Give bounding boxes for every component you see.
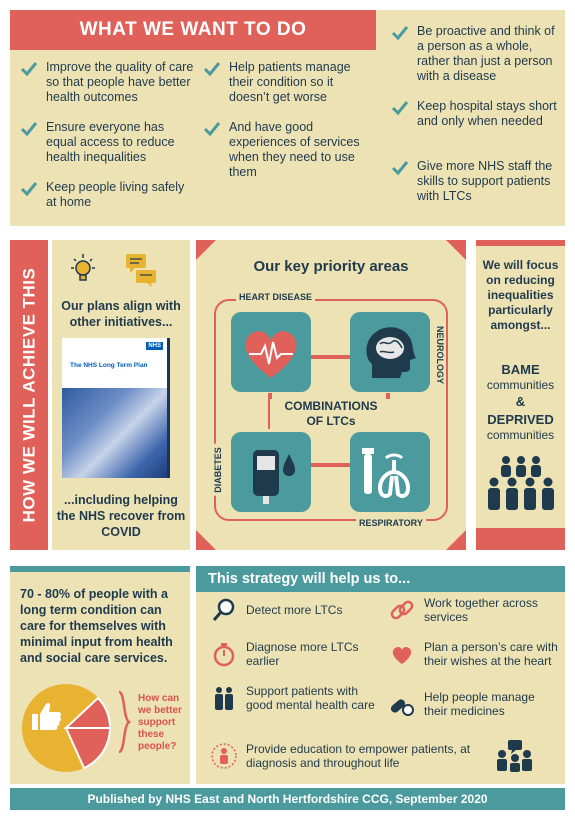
inequalities-intro: We will focus on reducing inequalities particularly amongst... — [482, 258, 559, 332]
priority-title: Our key priority areas — [253, 258, 409, 275]
publisher-footer: Published by NHS East and North Hertfordshire CCG, September 2020 — [10, 788, 565, 810]
self-care-stat-text: 70 - 80% of people with a long term condition can care for themselves with minimal input from health and social care services. — [20, 587, 173, 665]
thumbs-up-icon — [30, 700, 64, 734]
goal-text: And have good experiences of services when they need to use them — [229, 120, 360, 179]
long-term-plan-document — [62, 338, 170, 478]
heart-icon — [231, 312, 311, 392]
chain-link-icon — [388, 596, 416, 624]
inequalities-top-bar — [476, 240, 565, 246]
goal-text: Improve the quality of care so that people have better health outcomes — [46, 60, 194, 104]
helping-text: ...including helping the NHS recover from COVID — [56, 493, 186, 539]
goal-text: Be proactive and think of a person as a whole, rather than just a person with a disease — [417, 24, 555, 83]
goal-text: Keep people living safely at home — [46, 180, 185, 209]
lightbulb-icon — [68, 252, 98, 288]
document-title: The NHS Long Term Plan — [70, 362, 148, 369]
goal-text: Give more NHS staff the skills to support patients with LTCs — [417, 159, 553, 203]
chat-bubbles-icon — [124, 252, 158, 288]
inequalities-bottom-bar — [476, 528, 565, 550]
bame-label: BAME — [501, 362, 540, 377]
strategy-item: Provide education to empower patients, at diagnosis and throughout life — [210, 742, 490, 770]
communities-label: communities — [486, 378, 555, 392]
people-pair-icon — [210, 684, 238, 712]
check-icon — [203, 120, 221, 138]
check-icon — [20, 120, 38, 138]
group-people-icon — [486, 454, 556, 514]
magnifier-icon — [210, 596, 238, 624]
goal-text: Help patients manage their condition so it doesn’t get worse — [229, 60, 351, 104]
diabetes-label: DIABETES — [208, 440, 228, 500]
empowered-person-icon — [210, 742, 238, 770]
check-icon — [391, 159, 409, 177]
brain-head-icon — [350, 312, 430, 392]
curly-brace-icon — [115, 690, 131, 754]
check-icon — [391, 99, 409, 117]
education-group-icon — [494, 740, 534, 772]
document-cover-photo — [62, 388, 167, 478]
support-question: How can we better support these people? — [138, 693, 182, 752]
combinations-label: COMBINATIONS OF LTCs — [270, 399, 392, 429]
strategy-heading: This strategy will help us to... — [196, 566, 565, 592]
strategy-item: Plan a person’s care with their wishes at the heart — [388, 640, 560, 668]
neurology-tile — [350, 312, 430, 392]
goal-item — [391, 159, 559, 204]
strategy-item: Detect more LTCs — [210, 596, 380, 624]
goal-item — [391, 99, 559, 129]
goal-item — [391, 24, 559, 84]
check-icon — [20, 180, 38, 198]
lungs-icon — [350, 432, 430, 512]
neurology-label: NEUROLOGY — [430, 320, 450, 390]
check-icon — [203, 60, 221, 78]
stopwatch-icon — [210, 640, 238, 668]
plans-text: Our plans align with other initiatives... — [61, 299, 181, 329]
heart-icon — [388, 640, 416, 668]
heart-disease-tile — [231, 312, 311, 392]
goal-text: Ensure everyone has equal access to reduce health inequalities — [46, 120, 175, 164]
what-we-want-banner: WHAT WE WANT TO DO — [10, 10, 376, 50]
nhs-logo: NHS — [148, 343, 161, 349]
strategy-item: Work together across services — [388, 596, 560, 624]
goal-item — [203, 60, 373, 105]
strategy-item: Help people manage their medicines — [388, 690, 560, 718]
check-icon — [391, 24, 409, 42]
how-we-will-achieve-title: HOW WE WILL ACHIEVE THIS — [19, 267, 38, 523]
stat-top-bar — [10, 566, 190, 572]
goal-item — [20, 180, 195, 210]
glucose-meter-icon — [231, 432, 311, 512]
goal-item — [203, 120, 373, 180]
heart-disease-label: HEART DISEASE — [236, 292, 315, 302]
deprived-label: DEPRIVED — [487, 412, 554, 427]
strategy-item: Support patients with good mental health care — [210, 684, 380, 712]
check-icon — [20, 60, 38, 78]
respiratory-tile — [350, 432, 430, 512]
strategy-item: Diagnose more LTCs earlier — [210, 640, 380, 668]
goal-item — [20, 60, 195, 105]
pills-icon — [388, 690, 416, 718]
diabetes-tile — [231, 432, 311, 512]
goal-text: Keep hospital stays short and only when needed — [417, 99, 557, 128]
ampersand: & — [515, 394, 526, 409]
respiratory-label: RESPIRATORY — [356, 518, 426, 528]
goal-item — [20, 120, 195, 165]
communities-label: communities — [486, 428, 555, 442]
